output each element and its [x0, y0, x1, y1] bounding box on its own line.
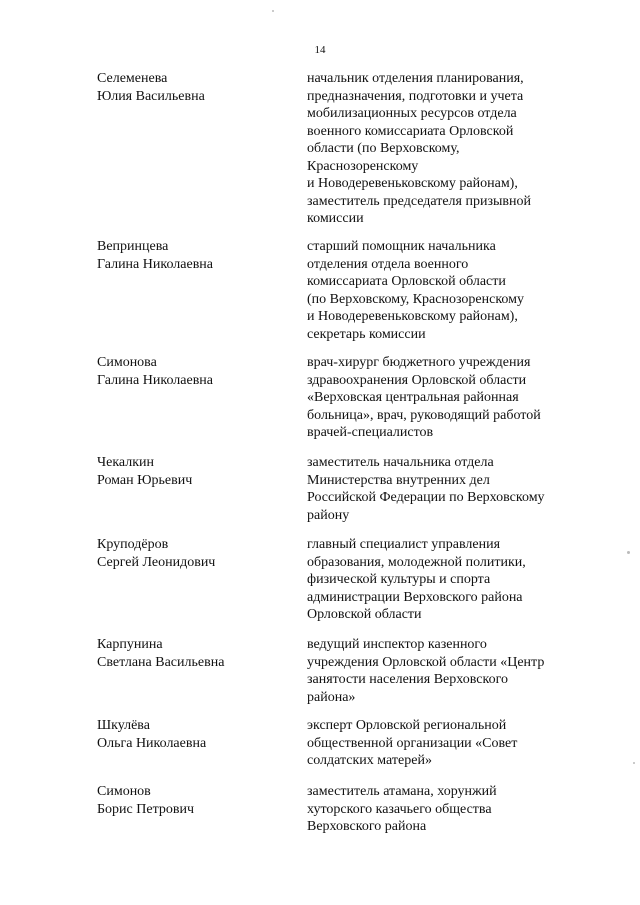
role-line: физической культуры и спорта [307, 572, 491, 587]
role-line: солдатских матерей» [307, 753, 432, 768]
member-role [307, 454, 567, 524]
member-role [307, 238, 567, 343]
role-line: больница», врач, руководящий работой [307, 407, 541, 423]
member-role [307, 536, 567, 624]
member-name [97, 717, 287, 752]
member-name [97, 783, 287, 818]
given-names: Галина Николаевна [97, 372, 214, 388]
role-line: Краснозоренскому [307, 158, 419, 174]
scan-speck [633, 762, 635, 764]
role-line: области (по Верховскому, [307, 141, 460, 156]
role-line: предназначения, подготовки и учета [307, 88, 524, 104]
surname: Селеменева [97, 71, 168, 86]
role-line: Верховского района [307, 819, 427, 834]
role-line: образования, молодежной политики, [307, 554, 526, 570]
member-role [307, 783, 567, 836]
role-line: учреждения Орловской области «Центр [307, 654, 545, 670]
member-role [307, 70, 567, 228]
member-name [97, 536, 287, 571]
role-line: главный специалист управления [307, 537, 501, 552]
role-line: отделения отдела военного [307, 256, 469, 272]
role-line: секретарь комиссии [307, 326, 426, 342]
surname: Круподёров [97, 537, 169, 552]
given-names: Роман Юрьевич [97, 472, 193, 488]
member-role [307, 354, 567, 442]
page-number: 14 [314, 44, 326, 56]
role-line: Министерства внутренних дел [307, 472, 490, 488]
given-names: Галина Николаевна [97, 256, 214, 272]
role-line: комиссариата Орловской области [307, 274, 506, 289]
surname: Карпунина [97, 637, 163, 652]
role-line: старший помощник начальника [307, 239, 496, 254]
member-name [97, 238, 287, 273]
role-line: комиссии [307, 211, 364, 226]
given-names: Светлана Васильевна [97, 654, 225, 670]
surname: Симонов [97, 784, 151, 799]
role-line: району [307, 507, 350, 523]
role-line: администрации Верховского района [307, 589, 523, 605]
role-line: (по Верховскому, Краснозоренскому [307, 291, 525, 307]
role-line: здравоохранения Орловской области [307, 372, 527, 388]
role-line: ведущий инспектор казенного [307, 637, 487, 652]
surname: Чекалкин [97, 455, 155, 470]
role-line: начальник отделения планирования, [307, 71, 524, 86]
role-line: района» [307, 689, 356, 705]
member-name [97, 70, 287, 105]
role-line: мобилизационных ресурсов отдела [307, 106, 517, 121]
scan-speck [272, 10, 274, 12]
role-line: врачей-специалистов [307, 425, 434, 440]
role-line: и Новодеревеньковскому районам), [307, 309, 518, 324]
member-name [97, 636, 287, 671]
member-name [97, 354, 287, 389]
given-names: Борис Петрович [97, 801, 195, 817]
role-line: и Новодеревеньковскому районам), [307, 176, 518, 191]
role-line: Орловской области [307, 607, 422, 622]
role-line: заместитель начальника отдела [307, 455, 494, 470]
role-line: общественной организации «Совет [307, 735, 518, 751]
member-name [97, 454, 287, 489]
scan-speck [627, 551, 630, 554]
role-line: «Верховская центральная районная [307, 390, 519, 405]
surname: Вепринцева [97, 239, 169, 254]
role-line: врач-хирург бюджетного учреждения [307, 355, 531, 370]
role-line: Российской Федерации по Верховскому [307, 490, 545, 505]
role-line: заместитель атамана, хорунжий [307, 784, 497, 799]
member-role [307, 717, 567, 770]
given-names: Юлия Васильевна [97, 88, 205, 104]
role-line: занятости населения Верховского [307, 672, 508, 687]
surname: Симонова [97, 355, 157, 370]
role-line: заместитель председателя призывной [307, 193, 531, 209]
role-line: эксперт Орловской региональной [307, 718, 507, 733]
surname: Шкулёва [97, 718, 150, 733]
role-line: военного комиссариата Орловской [307, 123, 514, 139]
role-line: хуторского казачьего общества [307, 801, 492, 817]
member-role [307, 636, 567, 706]
given-names: Сергей Леонидович [97, 554, 216, 570]
given-names: Ольга Николаевна [97, 735, 207, 751]
